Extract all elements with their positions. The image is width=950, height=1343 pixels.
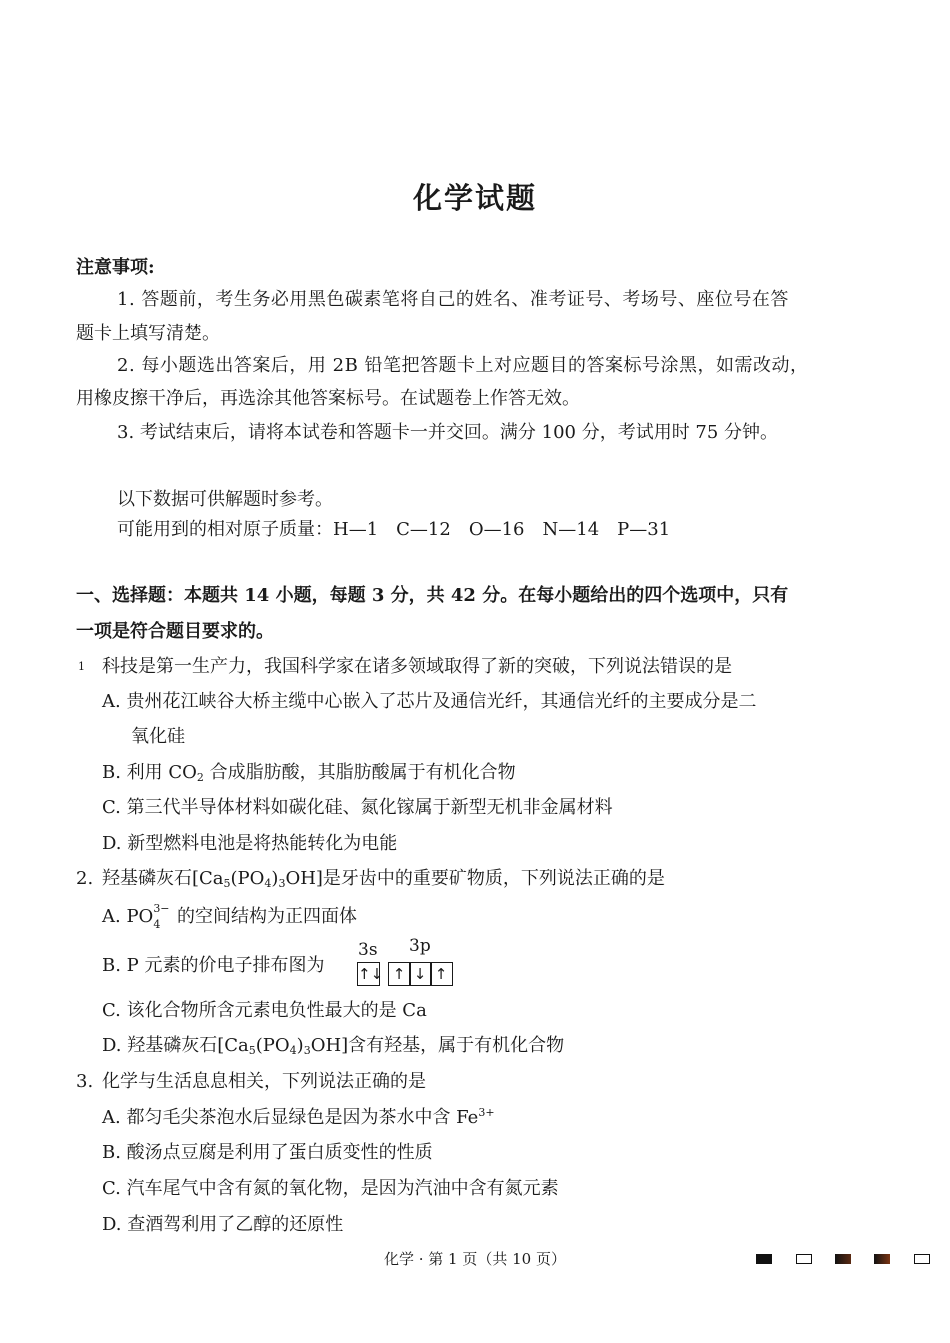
page-title: 化学试题 (412, 181, 537, 215)
reference-line-2: 可能用到的相对原子质量：H—1 C—12 O—16 N—14 P—31 (117, 519, 671, 540)
q1-stem: 科技是第一生产力，我国科学家在诸多领域取得了新的突破，下列说法错误的是 (102, 656, 732, 677)
orbital-label-3p: 3p (409, 936, 431, 956)
notice-item-3: 3. 考试结束后，请将本试卷和答题卡一并交回。满分 100 分，考试用时 75 分钟。 (117, 422, 779, 443)
q1-number: 1 (78, 660, 85, 673)
q2-number: 2. (76, 868, 94, 889)
alignment-mark-2 (796, 1254, 812, 1264)
alignment-mark-1 (756, 1254, 772, 1264)
notice-item-2-line-1: 2. 每小题选出答案后，用 2B 铅笔把答题卡上对应题目的答案标号涂黑，如需改动， (117, 355, 809, 376)
q1-option-d: D. 新型燃料电池是将热能转化为电能 (102, 833, 398, 854)
q2-option-d: D. 羟基磷灰石$[Ca_5(PO_4)_3OH]$含有羟基，属于有机化合物 (102, 1035, 565, 1057)
orbital-3p-electron-3: ↑ (434, 965, 448, 983)
q3-number: 3. (76, 1071, 94, 1092)
notice-item-2-line-2: 用橡皮擦干净后，再选涂其他答案标号。在试题卷上作答无效。 (76, 388, 580, 409)
alignment-mark-3 (835, 1254, 851, 1264)
alignment-mark-4 (874, 1254, 890, 1264)
q3-option-d: D. 查酒驾利用了乙醇的还原性 (102, 1214, 344, 1235)
orbital-3p-electron-1: ↑ (392, 965, 406, 983)
q2-option-b-text: B. P 元素的价电子排布图为 (102, 955, 325, 976)
notice-item-1-line-1: 1. 答题前，考生务必用黑色碳素笔将自己的姓名、准考证号、考场号、座位号在答 (117, 289, 789, 310)
section-1-heading-line-2: 一项是符合题目要求的。 (76, 621, 274, 642)
q1-option-a-line-1: A. 贵州花江峡谷大桥主缆中心嵌入了芯片及通信光纤，其通信光纤的主要成分是二 (102, 691, 757, 712)
q3-option-a: A. 都匀毛尖茶泡水后显绿色是因为茶水中含 $Fe^{3+}$ (102, 1106, 495, 1128)
notice-item-1-line-2: 题卡上填写清楚。 (76, 323, 220, 344)
notice-heading: 注意事项: (76, 257, 155, 278)
q2-option-a: A. PO 3− 4 的空间结构为正四面体 (102, 902, 358, 931)
page-footer: 化学 · 第 1 页（共 10 页） (383, 1250, 566, 1268)
q3-option-c: C. 汽车尾气中含有氮的氧化物，是因为汽油中含有氮元素 (102, 1178, 559, 1199)
q1-option-c: C. 第三代半导体材料如碳化硅、氮化镓属于新型无机非金属材料 (102, 797, 613, 818)
orbital-3s-electrons: ↑↓ (358, 965, 384, 983)
q3-stem: 化学与生活息息相关，下列说法正确的是 (102, 1071, 426, 1092)
orbital-box-3s (357, 962, 384, 986)
q1-option-a-line-2: 氧化硅 (131, 726, 185, 747)
q3-option-b: B. 酸汤点豆腐是利用了蛋白质变性的性质 (102, 1142, 433, 1163)
reference-line-1: 以下数据可供解题时参考。 (117, 489, 333, 510)
q1-option-b: B. 利用 $CO_2$ 合成脂肪酸，其脂肪酸属于有机化合物 (102, 762, 516, 784)
orbital-box-3p (388, 962, 453, 986)
q2-option-c: C. 该化合物所含元素电负性最大的是 Ca (102, 1000, 427, 1021)
orbital-label-3s: 3s (358, 940, 378, 960)
q2-stem: 羟基磷灰石$[Ca_5(PO_4)_3OH]$是牙齿中的重要矿物质，下列说法正确的是 (102, 868, 665, 890)
alignment-mark-5 (914, 1254, 930, 1264)
section-1-heading-line-1: 一、选择题：本题共 14 小题，每题 3 分，共 42 分。在每小题给出的四个选项中，只有 (76, 585, 789, 606)
orbital-3p-electron-2: ↓ (413, 965, 427, 983)
